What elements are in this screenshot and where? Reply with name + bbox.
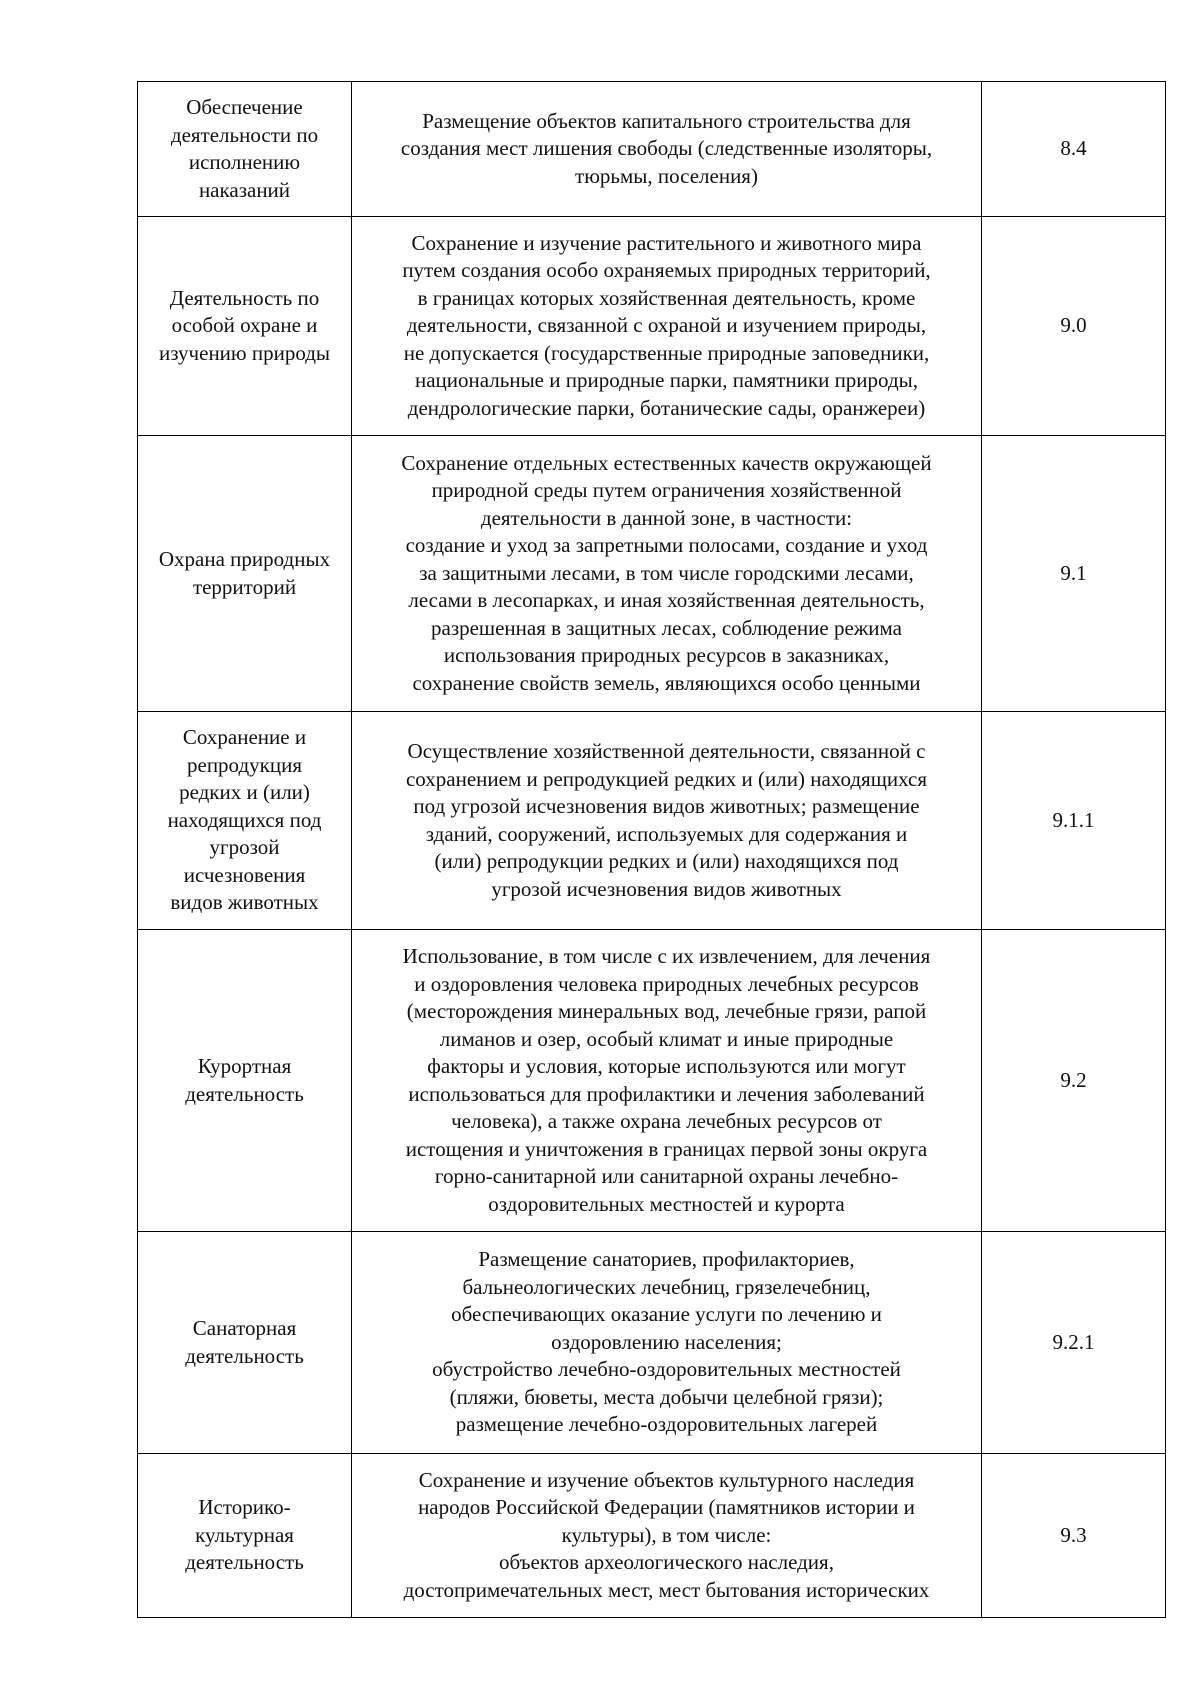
activity-description-line: народов Российской Федерации (памятников истории и — [418, 1495, 915, 1520]
activity-name-line: деятельности по — [170, 122, 319, 147]
table-row — [138, 82, 1166, 217]
activity-description-line: тюрьмы, поселения) — [575, 163, 758, 188]
activity-name-line: деятельность — [185, 1343, 304, 1368]
activity-description-line: использования природных ресурсов в заказниках, — [443, 643, 890, 668]
activity-name-line: Сохранение и — [182, 725, 307, 750]
activity-description-line: объектов археологического наследия, — [499, 1550, 834, 1575]
activity-description-cell — [352, 712, 982, 930]
activity-name-cell — [138, 436, 352, 712]
activity-description-line: Сохранение и изучение объектов культурного наследия — [418, 1467, 915, 1492]
activity-name-line: изучению природы — [158, 340, 331, 365]
activity-description-line: путем создания особо охраняемых природных территорий, — [402, 258, 931, 283]
activity-description-line: деятельности в данной зоне, в частности: — [480, 505, 853, 530]
activity-code-cell: 9.1 — [982, 436, 1166, 712]
activity-description-line: обеспечивающих оказание услуги по лечению и — [451, 1302, 882, 1327]
table-body — [138, 82, 1166, 1618]
activity-description-cell — [352, 1232, 982, 1454]
table-row — [138, 436, 1166, 712]
table-row — [138, 712, 1166, 930]
activity-name-line: наказаний — [198, 177, 291, 202]
activity-description-line: сохранение свойств земель, являющихся особо ценными — [412, 670, 921, 695]
activity-name-line: Курортная — [197, 1054, 292, 1078]
activity-description-line: зданий, сооружений, используемых для содержания и — [425, 821, 908, 846]
activity-description-line: (пляжи, бюветы, места добычи целебной грязи); — [449, 1384, 884, 1409]
activity-description-line: Размещение санаториев, профилакториев, — [478, 1247, 855, 1272]
activity-description-cell — [352, 930, 982, 1232]
activity-name-cell — [138, 1454, 352, 1618]
activity-description-line: Осуществление хозяйственной деятельности, связанной с — [407, 739, 926, 763]
activity-description-line: дендрологические парки, ботанические сады, оранжереи) — [407, 395, 926, 420]
activity-description-line: использоваться для профилактики и лечения заболеваний — [408, 1081, 925, 1106]
activity-description-line: размещение лечебно-оздоровительных лагерей — [455, 1412, 878, 1437]
activity-description-line: не допускается (государственные природные заповедники, — [403, 340, 930, 365]
activity-name-line: деятельность — [185, 1081, 304, 1106]
activity-name-cell — [138, 217, 352, 436]
activity-description-line: Использование, в том числе с их извлечением, для лечения — [402, 944, 931, 968]
activity-code-cell: 9.2 — [982, 930, 1166, 1232]
activity-description-line: Сохранение отдельных естественных качеств окружающей — [401, 450, 932, 475]
activity-description-cell — [352, 82, 982, 217]
activity-description-line: и оздоровления человека природных лечебных ресурсов — [414, 971, 919, 996]
activity-description-cell — [352, 1454, 982, 1618]
activity-name-line: видов животных — [170, 890, 319, 915]
table-row — [138, 930, 1166, 1232]
activity-description-line: культуры), в том числе: — [561, 1522, 772, 1547]
activity-description-line: за защитными лесами, в том числе городскими лесами, — [419, 560, 914, 585]
activity-name-line: деятельность — [185, 1550, 304, 1575]
activity-name-line: культурная — [195, 1522, 294, 1547]
activity-name-line: исчезновения — [183, 862, 306, 887]
activity-description-line: человека), а также охрана лечебных ресурсов от — [451, 1109, 882, 1133]
activity-description-line: Размещение объектов капитального строительства для — [422, 108, 911, 133]
activity-name-cell — [138, 930, 352, 1232]
activity-name-line: редких и (или) — [179, 780, 310, 805]
activity-code-cell: 9.0 — [982, 217, 1166, 436]
activity-description-line: создания мест лишения свободы (следственные изоляторы, — [400, 136, 933, 161]
table-row — [138, 1454, 1166, 1618]
activity-description-line: природной среды путем ограничения хозяйственной — [431, 478, 902, 503]
activity-description-line: бальнеологических лечебниц, грязелечебниц, — [462, 1274, 871, 1299]
activity-description-line: (месторождения минеральных вод, лечебные грязи, рапой — [406, 999, 927, 1023]
activity-name-cell — [138, 1232, 352, 1454]
activity-description-line: в границах которых хозяйственная деятельность, кроме — [417, 285, 916, 310]
table-row — [138, 1232, 1166, 1454]
activity-name-line: репродукция — [187, 752, 302, 777]
activity-name-cell — [138, 82, 352, 217]
activity-description-line: достопримечательных мест, мест бытования исторических — [403, 1577, 930, 1602]
activity-description-cell — [352, 217, 982, 436]
activity-name-line: находящихся под — [167, 807, 322, 832]
activity-description-line: деятельности, связанной с охраной и изучением природы, — [406, 313, 927, 338]
activity-code-cell: 9.2.1 — [982, 1232, 1166, 1454]
activity-description-line: национальные и природные парки, памятники природы, — [415, 368, 918, 393]
activity-name-line: Санаторная — [192, 1316, 297, 1340]
activity-description-line: факторы и условия, которые используются или могут — [427, 1054, 906, 1078]
activity-name-line: Деятельность по — [169, 285, 320, 310]
activity-name-line: угрозой — [209, 835, 280, 860]
land-use-table — [137, 81, 1166, 1618]
activity-code-cell: 8.4 — [982, 82, 1166, 217]
activity-code-cell: 9.3 — [982, 1454, 1166, 1618]
activity-name-line: территорий — [192, 574, 297, 599]
activity-description-line: разрешенная в защитных лесах, соблюдение режима — [431, 615, 902, 640]
activity-name-cell — [138, 712, 352, 930]
activity-description-line: оздоровительных местностей и курорта — [488, 1191, 845, 1216]
activity-description-line: сохранением и репродукцией редких и (или) находящихся — [405, 766, 927, 791]
activity-code-cell: 9.1.1 — [982, 712, 1166, 930]
activity-description-line: оздоровлению населения; — [551, 1329, 782, 1354]
activity-description-line: лесами в лесопарках, и иная хозяйственная деятельность, — [408, 588, 925, 613]
table-row — [138, 217, 1166, 436]
activity-description-line: угрозой исчезновения видов животных — [491, 876, 842, 901]
activity-description-line: обустройство лечебно-оздоровительных местностей — [432, 1357, 901, 1382]
activity-name-line: особой охране и — [171, 313, 318, 338]
activity-description-line: под угрозой исчезновения видов животных; размещение — [413, 794, 920, 818]
activity-description-cell — [352, 436, 982, 712]
activity-description-line: (или) репродукции редких и (или) находящихся под — [434, 849, 899, 873]
activity-description-line: создание и уход за запретными полосами, создание и уход — [405, 533, 928, 558]
activity-description-line: Сохранение и изучение растительного и животного мира — [411, 230, 922, 255]
activity-description-line: лиманов и озер, особый климат и иные природные — [439, 1026, 894, 1051]
activity-name-line: исполнению — [188, 150, 301, 174]
activity-name-line: Историко- — [198, 1495, 291, 1520]
activity-name-line: Охрана природных — [158, 547, 331, 571]
activity-description-line: истощения и уничтожения в границах первой зоны округа — [405, 1136, 928, 1161]
activity-name-line: Обеспечение — [186, 95, 303, 119]
activity-description-line: горно-санитарной или санитарной охраны лечебно- — [434, 1164, 899, 1188]
